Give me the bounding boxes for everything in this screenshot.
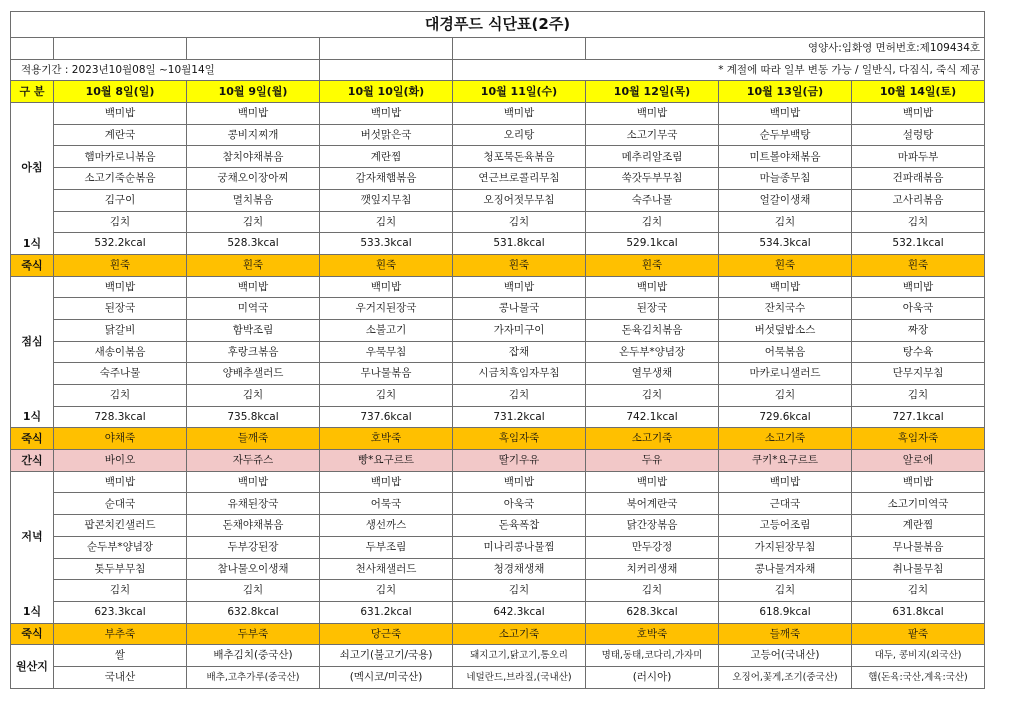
- menu-item: 백미밥: [320, 471, 453, 493]
- menu-item: 단무지무침: [852, 363, 985, 385]
- snack-item: 쿠키*요구르트: [719, 450, 852, 472]
- menu-item: 온두부*양념장: [586, 341, 719, 363]
- menu-item: 함박조림: [187, 319, 320, 341]
- menu-item: 숙주나물: [586, 189, 719, 211]
- menu-item: 마늘종무침: [719, 168, 852, 190]
- menu-item: 돈육폭찹: [453, 515, 586, 537]
- menu-item: 김치: [320, 211, 453, 233]
- menu-item: 참나물오이생채: [187, 558, 320, 580]
- menu-item: 어묵국: [320, 493, 453, 515]
- kcal-value: 737.6kcal: [320, 406, 453, 428]
- menu-item: 백미밥: [453, 471, 586, 493]
- menu-item: 양배추샐러드: [187, 363, 320, 385]
- jook-item: 흰죽: [187, 254, 320, 276]
- menu-item: 새송이볶음: [54, 341, 187, 363]
- menu-item: 김치: [852, 385, 985, 407]
- snack-item: 딸기우유: [453, 450, 586, 472]
- menu-item: 김치: [187, 211, 320, 233]
- menu-item: 두부조림: [320, 536, 453, 558]
- menu-item: 콩나물겨자채: [719, 558, 852, 580]
- origin-item: 배추김치(중국산): [187, 645, 320, 667]
- menu-item: 김치: [852, 580, 985, 602]
- menu-item: 얼갈이생채: [719, 189, 852, 211]
- jook-item: 흑임자죽: [453, 428, 586, 450]
- menu-item: 계란찜: [852, 515, 985, 537]
- jook-item: 소고기죽: [453, 623, 586, 645]
- one-meal-label: 1식: [11, 233, 54, 255]
- menu-item: 김치: [719, 211, 852, 233]
- menu-item: 백미밥: [586, 471, 719, 493]
- menu-item: 생선까스: [320, 515, 453, 537]
- origin-item: 국내산: [54, 666, 187, 688]
- menu-item: 김치: [453, 211, 586, 233]
- day-header: 10월 13일(금): [719, 81, 852, 103]
- menu-item: 후랑크볶음: [187, 341, 320, 363]
- kcal-value: 642.3kcal: [453, 601, 586, 623]
- origin-item: 명태,동태,코다리,가자미: [586, 645, 719, 667]
- kcal-value: 618.9kcal: [719, 601, 852, 623]
- menu-item: 백미밥: [453, 103, 586, 125]
- kcal-value: 632.8kcal: [187, 601, 320, 623]
- one-meal-label: 1식: [11, 406, 54, 428]
- jook-item: 흰죽: [586, 254, 719, 276]
- menu-item: 백미밥: [852, 471, 985, 493]
- menu-item: 무나물볶음: [852, 536, 985, 558]
- menu-item: 김치: [719, 580, 852, 602]
- menu-item: 가지된장무침: [719, 536, 852, 558]
- menu-item: 백미밥: [852, 276, 985, 298]
- menu-item: 팝콘치킨샐러드: [54, 515, 187, 537]
- menu-item: 백미밥: [852, 103, 985, 125]
- kcal-value: 727.1kcal: [852, 406, 985, 428]
- menu-item: 가자미구이: [453, 319, 586, 341]
- menu-item: 김치: [320, 580, 453, 602]
- kcal-value: 533.3kcal: [320, 233, 453, 255]
- dietitian-info: 영양사:임화영 면허번호:제109434호: [586, 38, 985, 60]
- menu-item: 근대국: [719, 493, 852, 515]
- menu-item: 우묵무침: [320, 341, 453, 363]
- menu-item: 두부강된장: [187, 536, 320, 558]
- menu-item: 쑥갓두부무침: [586, 168, 719, 190]
- one-meal-label: 1식: [11, 601, 54, 623]
- menu-item: 김치: [453, 385, 586, 407]
- origin-item: 배추,고추가루(중국산): [187, 666, 320, 688]
- menu-item: 탕수육: [852, 341, 985, 363]
- menu-item: 소고기무국: [586, 124, 719, 146]
- jook-item: 당근죽: [320, 623, 453, 645]
- day-header: 10월 10일(화): [320, 81, 453, 103]
- menu-item: 김치: [54, 580, 187, 602]
- menu-item: 백미밥: [187, 276, 320, 298]
- menu-item: 백미밥: [586, 276, 719, 298]
- menu-item: 순두부*양념장: [54, 536, 187, 558]
- origin-label: 원산지: [11, 645, 54, 688]
- menu-item: 참치야채볶음: [187, 146, 320, 168]
- menu-item: 소고기죽순볶음: [54, 168, 187, 190]
- kcal-value: 528.3kcal: [187, 233, 320, 255]
- menu-item: 깻잎지무침: [320, 189, 453, 211]
- menu-item: 김치: [586, 580, 719, 602]
- menu-item: 김치: [453, 580, 586, 602]
- jook-item: 팥죽: [852, 623, 985, 645]
- menu-item: 톳두부무침: [54, 558, 187, 580]
- kcal-value: 631.2kcal: [320, 601, 453, 623]
- menu-item: 메추리알조림: [586, 146, 719, 168]
- page-title: 대경푸드 식단표(2주): [11, 12, 985, 38]
- origin-item: 햄(돈육:국산,계육:국산): [852, 666, 985, 688]
- menu-item: 버섯맑은국: [320, 124, 453, 146]
- menu-item: 오리탕: [453, 124, 586, 146]
- origin-item: 네덜란드,브라질,(국내산): [453, 666, 586, 688]
- menu-item: 취나물무침: [852, 558, 985, 580]
- origin-item: (멕시코/미국산): [320, 666, 453, 688]
- kcal-value: 534.3kcal: [719, 233, 852, 255]
- menu-item: 백미밥: [54, 471, 187, 493]
- menu-item: 김치: [586, 385, 719, 407]
- menu-item: 김치: [187, 385, 320, 407]
- menu-item: 된장국: [586, 298, 719, 320]
- menu-item: 궁채오이장아찌: [187, 168, 320, 190]
- kcal-value: 742.1kcal: [586, 406, 719, 428]
- menu-item: 김치: [320, 385, 453, 407]
- kcal-value: 728.3kcal: [54, 406, 187, 428]
- kcal-value: 623.3kcal: [54, 601, 187, 623]
- day-header: 10월 8일(일): [54, 81, 187, 103]
- jook-item: 호박죽: [586, 623, 719, 645]
- jook-item: 야채죽: [54, 428, 187, 450]
- jook-item: 소고기죽: [719, 428, 852, 450]
- kcal-value: 628.3kcal: [586, 601, 719, 623]
- menu-item: 김치: [852, 211, 985, 233]
- jook-item: 흰죽: [852, 254, 985, 276]
- snack-item: 빵*요구르트: [320, 450, 453, 472]
- menu-item: 소고기미역국: [852, 493, 985, 515]
- menu-item: 김치: [586, 211, 719, 233]
- jook-item: 흑임자죽: [852, 428, 985, 450]
- menu-item: 천사채샐러드: [320, 558, 453, 580]
- kcal-value: 532.1kcal: [852, 233, 985, 255]
- menu-item: 건파래볶음: [852, 168, 985, 190]
- menu-item: 백미밥: [54, 103, 187, 125]
- menu-item: 우거지된장국: [320, 298, 453, 320]
- menu-item: 감자채햄볶음: [320, 168, 453, 190]
- menu-item: 김치: [54, 211, 187, 233]
- menu-item: 아욱국: [453, 493, 586, 515]
- menu-item: 닭갈비: [54, 319, 187, 341]
- origin-item: 대두, 콩비지(외국산): [852, 645, 985, 667]
- menu-item: 계란국: [54, 124, 187, 146]
- menu-item: 짜장: [852, 319, 985, 341]
- menu-item: 백미밥: [719, 276, 852, 298]
- meal-label-lunch: 점심: [11, 276, 54, 406]
- menu-item: 멸치볶음: [187, 189, 320, 211]
- menu-item: 콩나물국: [453, 298, 586, 320]
- origin-item: 고등어(국내산): [719, 645, 852, 667]
- menu-item: 계란찜: [320, 146, 453, 168]
- menu-item: 치커리생채: [586, 558, 719, 580]
- snack-item: 자두쥬스: [187, 450, 320, 472]
- jook-item: 소고기죽: [586, 428, 719, 450]
- jook-label: 죽식: [11, 254, 54, 276]
- jook-item: 흰죽: [54, 254, 187, 276]
- day-header: 10월 14일(토): [852, 81, 985, 103]
- menu-item: 잡채: [453, 341, 586, 363]
- kcal-value: 631.8kcal: [852, 601, 985, 623]
- menu-item: 만두강정: [586, 536, 719, 558]
- menu-item: 미나리콩나물찜: [453, 536, 586, 558]
- menu-item: 유채된장국: [187, 493, 320, 515]
- jook-label: 죽식: [11, 623, 54, 645]
- origin-item: 오징어,꽃게,조기(중국산): [719, 666, 852, 688]
- menu-item: 김치: [54, 385, 187, 407]
- day-header: 10월 9일(월): [187, 81, 320, 103]
- menu-item: 순두부백탕: [719, 124, 852, 146]
- menu-item: 무나물볶음: [320, 363, 453, 385]
- menu-item: 오징어젓무무침: [453, 189, 586, 211]
- menu-item: 김치: [719, 385, 852, 407]
- jook-item: 흰죽: [320, 254, 453, 276]
- period-text: 적용기간 : 2023년10월08일 ~10월14일: [11, 59, 320, 81]
- origin-item: 쌀: [54, 645, 187, 667]
- menu-item: 청포묵돈육볶음: [453, 146, 586, 168]
- menu-item: 숙주나물: [54, 363, 187, 385]
- menu-item: 설렁탕: [852, 124, 985, 146]
- meal-label-breakfast: 아침: [11, 103, 54, 233]
- jook-item: 들깨죽: [187, 428, 320, 450]
- menu-item: 백미밥: [719, 103, 852, 125]
- menu-item: 고등어조림: [719, 515, 852, 537]
- menu-item: 시금치흑임자무침: [453, 363, 586, 385]
- menu-item: 돈육김치볶음: [586, 319, 719, 341]
- menu-item: 아욱국: [852, 298, 985, 320]
- snack-item: 두유: [586, 450, 719, 472]
- kcal-value: 532.2kcal: [54, 233, 187, 255]
- kcal-value: 531.8kcal: [453, 233, 586, 255]
- menu-item: 닭간장볶음: [586, 515, 719, 537]
- menu-table: [10, 11, 985, 689]
- jook-item: 들깨죽: [719, 623, 852, 645]
- menu-item: 김구이: [54, 189, 187, 211]
- menu-item: 백미밥: [320, 276, 453, 298]
- menu-item: 열무생채: [586, 363, 719, 385]
- kcal-value: 735.8kcal: [187, 406, 320, 428]
- menu-item: 미역국: [187, 298, 320, 320]
- menu-item: 마카로니샐러드: [719, 363, 852, 385]
- snack-item: 알로에: [852, 450, 985, 472]
- menu-item: 콩비지찌개: [187, 124, 320, 146]
- menu-item: 백미밥: [586, 103, 719, 125]
- menu-item: 백미밥: [453, 276, 586, 298]
- menu-item: 고사리볶음: [852, 189, 985, 211]
- day-header: 10월 11일(수): [453, 81, 586, 103]
- menu-item: 미트볼야채볶음: [719, 146, 852, 168]
- snack-label: 간식: [11, 450, 54, 472]
- menu-item: 버섯덮밥소스: [719, 319, 852, 341]
- origin-item: 돼지고기,닭고기,통오리: [453, 645, 586, 667]
- menu-item: 순대국: [54, 493, 187, 515]
- jook-item: 두부죽: [187, 623, 320, 645]
- menu-item: 잔치국수: [719, 298, 852, 320]
- origin-item: (러시아): [586, 666, 719, 688]
- menu-item: 백미밥: [187, 103, 320, 125]
- menu-item: 연근브로콜리무침: [453, 168, 586, 190]
- menu-item: 백미밥: [187, 471, 320, 493]
- menu-item: 된장국: [54, 298, 187, 320]
- menu-item: 백미밥: [320, 103, 453, 125]
- menu-item: 백미밥: [54, 276, 187, 298]
- menu-item: 어묵볶음: [719, 341, 852, 363]
- kcal-value: 529.1kcal: [586, 233, 719, 255]
- menu-item: 소불고기: [320, 319, 453, 341]
- jook-item: 흰죽: [719, 254, 852, 276]
- menu-item: 백미밥: [719, 471, 852, 493]
- kcal-value: 729.6kcal: [719, 406, 852, 428]
- menu-item: 돈채야채볶음: [187, 515, 320, 537]
- notice-text: * 계절에 따라 일부 변동 가능 / 일반식, 다짐식, 죽식 제공: [453, 59, 985, 81]
- menu-item: 김치: [187, 580, 320, 602]
- origin-item: 쇠고기(불고기/국용): [320, 645, 453, 667]
- jook-item: 부추죽: [54, 623, 187, 645]
- menu-item: 햄마카로니볶음: [54, 146, 187, 168]
- kcal-value: 731.2kcal: [453, 406, 586, 428]
- header-label: 구 분: [11, 81, 54, 103]
- menu-item: 청경채생채: [453, 558, 586, 580]
- menu-item: 마파두부: [852, 146, 985, 168]
- day-header: 10월 12일(목): [586, 81, 719, 103]
- jook-item: 흰죽: [453, 254, 586, 276]
- jook-label: 죽식: [11, 428, 54, 450]
- meal-label-dinner: 저녁: [11, 471, 54, 601]
- jook-item: 호박죽: [320, 428, 453, 450]
- menu-item: 북어계란국: [586, 493, 719, 515]
- snack-item: 바이오: [54, 450, 187, 472]
